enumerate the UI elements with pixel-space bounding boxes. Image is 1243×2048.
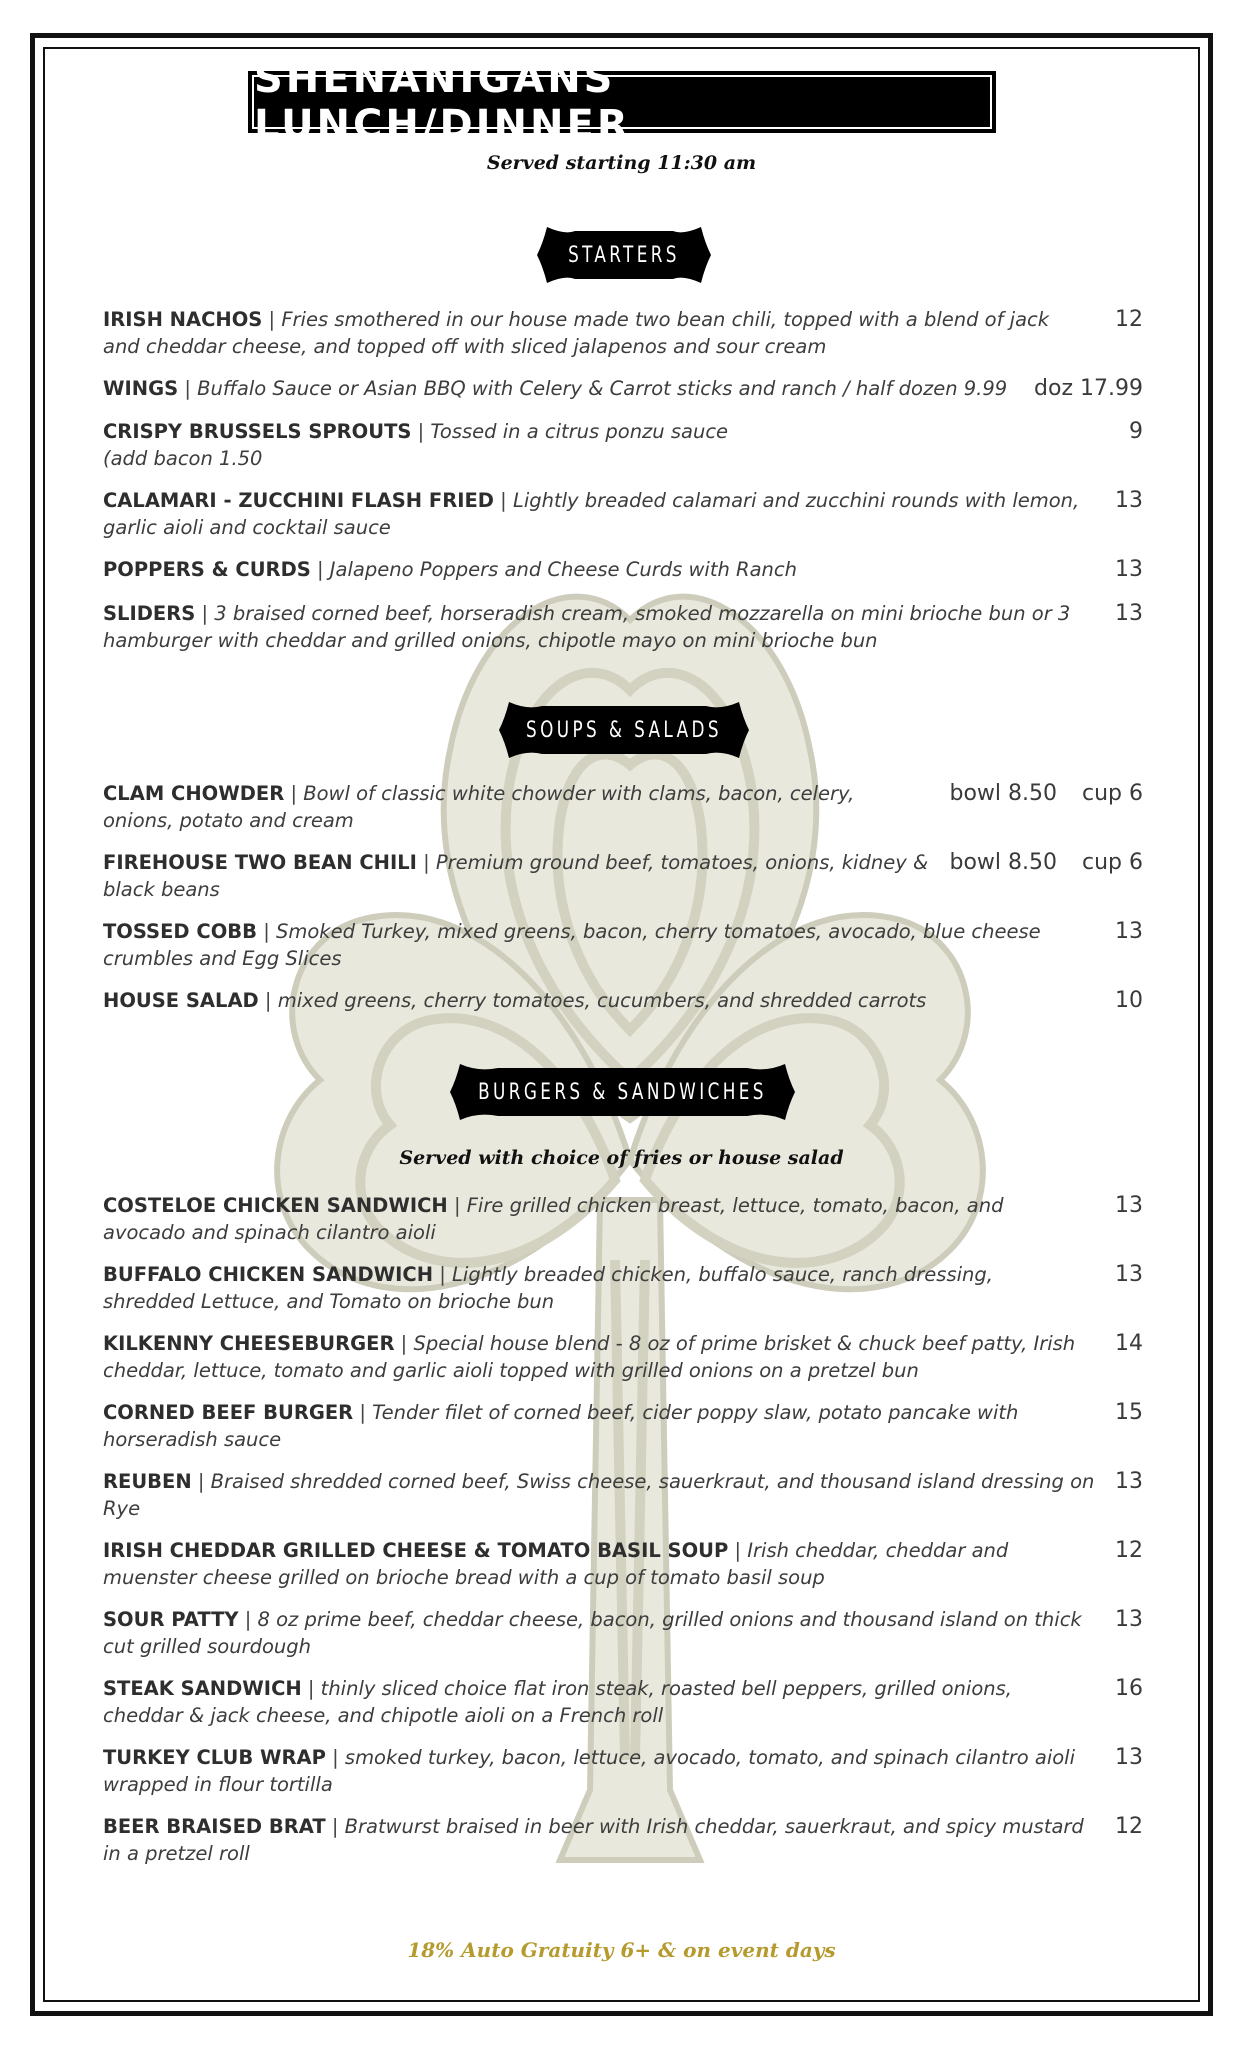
item-name: POPPERS & CURDS [103, 558, 311, 581]
item-name: COSTELOE CHICKEN SANDWICH [103, 1194, 448, 1217]
item-name: SOUR PATTY [103, 1608, 239, 1631]
item-price: 13 [1115, 1193, 1143, 1218]
item-description: Jalapeno Poppers and Cheese Curds with Ranch [329, 558, 797, 581]
list-item: FIREHOUSE TWO BEAN CHILI | Premium ground beef, tomatoes, onions, kidney & black beans bowl 8.50 cup 6 [103, 850, 1143, 901]
list-item: POPPERS & CURDS | Jalapeno Poppers and Cheese Curds with Ranch 13 [103, 557, 1143, 582]
item-name: TOSSED COBB [103, 920, 258, 943]
item-name: CLAM CHOWDER [103, 782, 285, 805]
item-name: CALAMARI - ZUCCHINI FLASH FRIED [103, 489, 494, 512]
item-description: Braised shredded corned beef, Swiss cheese, sauerkraut, and thousand island dressing on Rye [103, 1470, 1095, 1520]
starters-heading: STARTERS [568, 242, 680, 268]
item-name: HOUSE SALAD [103, 989, 259, 1012]
item-description: Irish cheddar, cheddar and muenster cheese grilled on brioche bread with a cup of tomato basil soup [103, 1539, 1009, 1589]
item-price: 9 [1129, 419, 1143, 444]
item-name: KILKENNY CHEESEBURGER [103, 1332, 395, 1355]
soups-banner [497, 700, 751, 760]
item-description: Fire grilled chicken breast, lettuce, tomato, bacon, and avocado and spinach cilantro aioli [103, 1194, 1004, 1244]
item-description: Tender filet of corned beef, cider poppy slaw, potato pancake with horseradish sauce [103, 1401, 1019, 1451]
item-description: 3 braised corned beef, horseradish cream, smoked mozzarella on mini brioche bun or 3 hamburger with cheddar and grilled onions, chipotle mayo on mini brioche bun [103, 602, 1071, 652]
starters-list [103, 306, 1143, 669]
item-price: 13 [1115, 919, 1143, 944]
item-price: 13 [1115, 601, 1143, 626]
burgers-list [103, 1192, 1143, 1882]
item-description: Fries smothered in our house made two bean chili, topped with a blend of jack and cheddar cheese, and topped off with sliced jalapenos and sour cream [103, 308, 1050, 358]
item-price: 13 [1115, 1469, 1143, 1494]
item-price: 15 [1115, 1400, 1143, 1425]
item-name: STEAK SANDWICH [103, 1677, 302, 1700]
item-description: thinly sliced choice flat iron steak, roasted bell peppers, grilled onions, cheddar & jack cheese, and chipotle aioli on a French roll [103, 1677, 1012, 1727]
list-item: CALAMARI - ZUCCHINI FLASH FRIED | Lightly breaded calamari and zucchini rounds with lemon, garlic aioli and cocktail sauce 13 [103, 488, 1143, 539]
item-description: Premium ground beef, tomatoes, onions, kidney & black beans [103, 851, 929, 901]
served-time-note: Served starting 11:30 am [486, 152, 757, 174]
list-item: SOUR PATTY | 8 oz prime beef, cheddar cheese, bacon, grilled onions and thousand island on thick cut grilled sourdough 13 [103, 1607, 1143, 1658]
item-description: Tossed in a citrus ponzu sauce (add bacon 1.50 [103, 420, 729, 470]
list-item: SLIDERS | 3 braised corned beef, horseradish cream, smoked mozzarella on mini brioche bun or 3 hamburger with cheddar and grilled onions, chipotle mayo on mini brioche bun 13 [103, 601, 1143, 652]
item-name: SLIDERS [103, 602, 196, 625]
item-name: CORNED BEEF BURGER [103, 1401, 354, 1424]
list-item: BEER BRAISED BRAT | Bratwurst braised in beer with Irish cheddar, sauerkraut, and spicy mustard in a pretzel roll 12 [103, 1814, 1143, 1865]
item-price: 12 [1115, 307, 1143, 332]
list-item: IRISH CHEDDAR GRILLED CHEESE & TOMATO BASIL SOUP | Irish cheddar, cheddar and muenster cheese grilled on brioche bread with a cup of tomato basil soup 12 [103, 1538, 1143, 1589]
item-description: Bratwurst braised in beer with Irish cheddar, sauerkraut, and spicy mustard in a pretzel roll [103, 1815, 1084, 1865]
list-item: HOUSE SALAD | mixed greens, cherry tomatoes, cucumbers, and shredded carrots 10 [103, 988, 1143, 1013]
burgers-side-note: Served with choice of fries or house salad [399, 1147, 844, 1169]
menu-title-box [248, 56, 996, 148]
item-name: CRISPY BRUSSELS SPROUTS [103, 420, 412, 443]
item-name: TURKEY CLUB WRAP [103, 1746, 326, 1769]
item-name: IRISH CHEDDAR GRILLED CHEESE & TOMATO BASIL SOUP [103, 1539, 729, 1562]
list-item: STEAK SANDWICH | thinly sliced choice flat iron steak, roasted bell peppers, grilled onions, cheddar & jack cheese, and chipotle aioli on a French roll 16 [103, 1676, 1143, 1727]
item-price: 13 [1115, 1745, 1143, 1770]
item-name: BEER BRAISED BRAT [103, 1815, 326, 1838]
cup-price: cup 6 [1082, 850, 1143, 875]
cup-price: cup 6 [1082, 781, 1143, 806]
list-item: WINGS | Buffalo Sauce or Asian BBQ with Celery & Carrot sticks and ranch / half dozen 9.99 doz 17.99 [103, 376, 1143, 401]
list-item: IRISH NACHOS | Fries smothered in our house made two bean chili, topped with a blend of jack and cheddar cheese, and topped off with sliced jalapenos and sour cream 12 [103, 307, 1143, 358]
item-name: IRISH NACHOS [103, 308, 263, 331]
item-price [949, 849, 1143, 876]
list-item: CRISPY BRUSSELS SPROUTS | Tossed in a citrus ponzu sauce (add bacon 1.50 9 [103, 419, 1143, 470]
item-description: 8 oz prime beef, cheddar cheese, bacon, grilled onions and thousand island on thick cut grilled sourdough [103, 1608, 1082, 1658]
list-item: KILKENNY CHEESEBURGER | Special house blend - 8 oz of prime brisket & chuck beef patty, Irish cheddar, lettuce, tomato and garlic aioli topped with grilled onions on a pretzel bun 14 [103, 1331, 1143, 1382]
gratuity-note: 18% Auto Gratuity 6+ & on event days [407, 1938, 836, 1962]
menu-title: SHENANIGANS LUNCH/DINNER [254, 56, 631, 148]
bowl-price: bowl 8.50 [949, 850, 1057, 875]
item-price: 13 [1115, 1262, 1143, 1287]
item-name: BUFFALO CHICKEN SANDWICH [103, 1263, 434, 1286]
list-item: CLAM CHOWDER | Bowl of classic white chowder with clams, bacon, celery, onions, potato and cream bowl 8.50 cup 6 [103, 781, 1143, 832]
item-description: Buffalo Sauce or Asian BBQ with Celery & Carrot sticks and ranch / half dozen 9.99 [197, 377, 1008, 400]
item-price: 13 [1115, 488, 1143, 513]
item-price: 12 [1115, 1538, 1143, 1563]
item-price: 13 [1115, 1607, 1143, 1632]
item-name: FIREHOUSE TWO BEAN CHILI [103, 851, 417, 874]
item-description: Bowl of classic white chowder with clams, bacon, celery, onions, potato and cream [103, 782, 855, 832]
bowl-price: bowl 8.50 [949, 781, 1057, 806]
list-item: COSTELOE CHICKEN SANDWICH | Fire grilled chicken breast, lettuce, tomato, bacon, and avocado and spinach cilantro aioli 13 [103, 1193, 1143, 1244]
list-item: TOSSED COBB | Smoked Turkey, mixed greens, bacon, cherry tomatoes, avocado, blue cheese crumbles and Egg Slices 13 [103, 919, 1143, 970]
item-description: Lightly breaded chicken, buffalo sauce, ranch dressing, shredded Lettuce, and Tomato on brioche bun [103, 1263, 993, 1313]
soups-list [103, 780, 1143, 1031]
item-name: WINGS [103, 377, 179, 400]
starters-banner [535, 225, 713, 285]
list-item: CORNED BEEF BURGER | Tender filet of corned beef, cider poppy slaw, potato pancake with horseradish sauce 15 [103, 1400, 1143, 1451]
burgers-banner [448, 1062, 797, 1122]
item-description: Lightly breaded calamari and zucchini rounds with lemon, garlic aioli and cocktail sauce [103, 489, 1080, 539]
item-name: REUBEN [103, 1470, 192, 1493]
item-description: smoked turkey, bacon, lettuce, avocado, tomato, and spinach cilantro aioli wrapped in flour tortilla [103, 1746, 1076, 1796]
list-item: TURKEY CLUB WRAP | smoked turkey, bacon, lettuce, avocado, tomato, and spinach cilantro aioli wrapped in flour tortilla 13 [103, 1745, 1143, 1796]
item-price: 16 [1115, 1676, 1143, 1701]
soups-heading: SOUPS & SALADS [526, 717, 722, 743]
item-price: 13 [1115, 557, 1143, 582]
item-description: Smoked Turkey, mixed greens, bacon, cherry tomatoes, avocado, blue cheese crumbles and Egg Slices [103, 920, 1041, 970]
list-item: REUBEN | Braised shredded corned beef, Swiss cheese, sauerkraut, and thousand island dressing on Rye 13 [103, 1469, 1143, 1520]
burgers-heading: BURGERS & SANDWICHES [478, 1079, 767, 1105]
item-price: 12 [1115, 1814, 1143, 1839]
item-description: mixed greens, cherry tomatoes, cucumbers, and shredded carrots [277, 989, 927, 1012]
list-item: BUFFALO CHICKEN SANDWICH | Lightly breaded chicken, buffalo sauce, ranch dressing, shredded Lettuce, and Tomato on brioche bun 13 [103, 1262, 1143, 1313]
item-description: Special house blend - 8 oz of prime brisket & chuck beef patty, Irish cheddar, lettuce, tomato and garlic aioli topped with grilled onions on a pretzel bun [103, 1332, 1076, 1382]
item-price: doz 17.99 [1034, 376, 1143, 401]
item-price: 10 [1115, 988, 1143, 1013]
item-price: 14 [1115, 1331, 1143, 1356]
item-price [949, 780, 1143, 807]
